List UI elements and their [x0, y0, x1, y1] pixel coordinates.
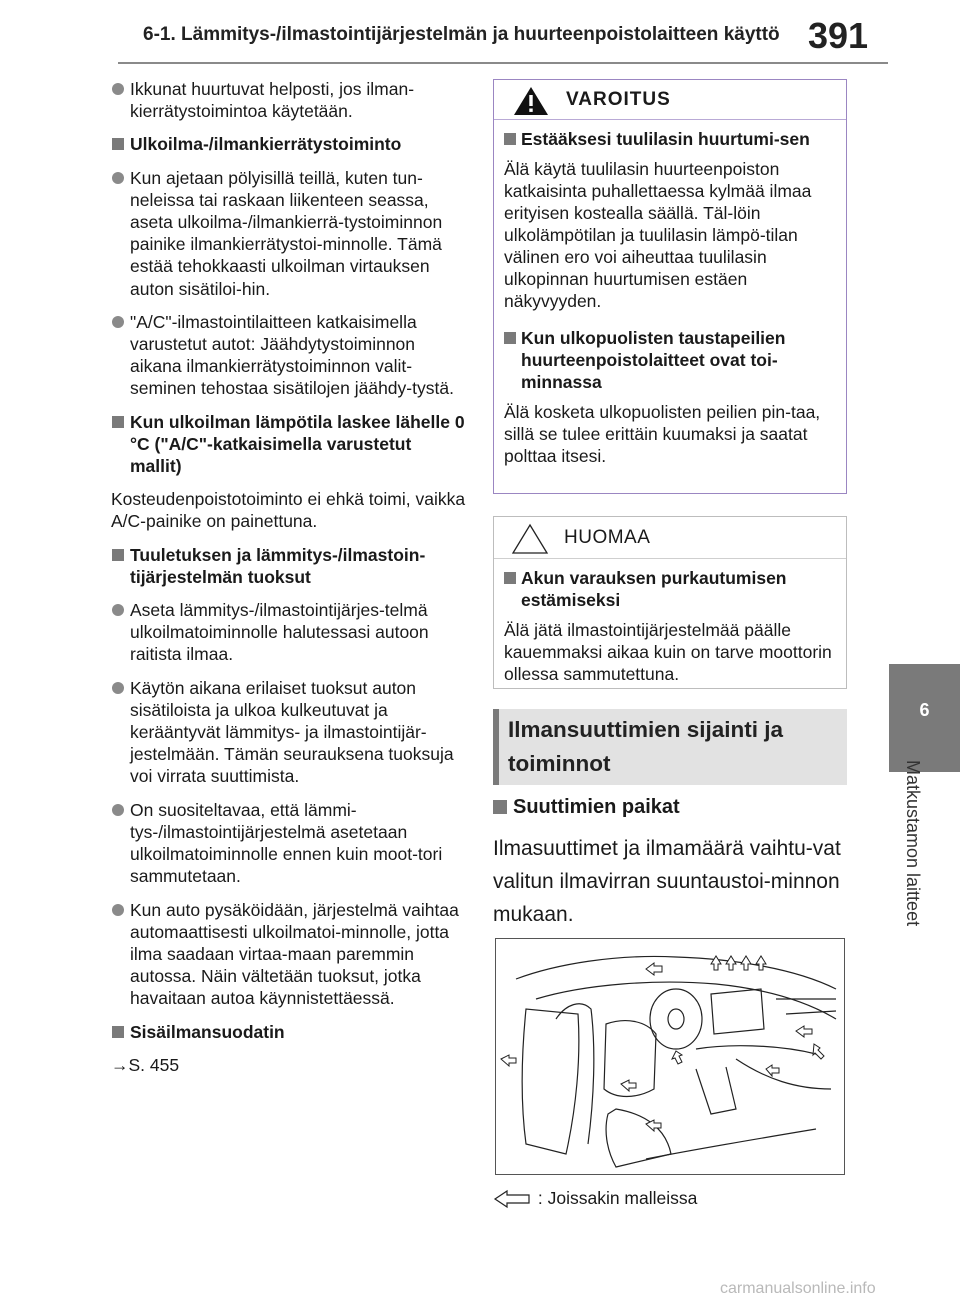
subheading: Kun ulkoilman lämpötila laskee lähelle 0 °C ("A/C"-katkaisimella varustetut mallit)	[111, 411, 466, 478]
notice-box	[493, 516, 847, 689]
notice-paragraph: Älä jätä ilmastointijärjestelmää päälle kauemmaksi aikaa kuin on tarve moottorin ollessa sammutettuna.	[504, 620, 832, 684]
list-item: Ikkunat huurtuvat helposti, jos ilman-kierrätystoimintoa käytetään.	[111, 78, 466, 122]
header-divider	[118, 62, 888, 64]
list-item: Kun auto pysäköidään, järjestelmä vaihtaa automaattisesti ulkoilmatoi-minnolle, jotta ilma saadaan virtaa-maan paremmin autossa. Näin vältetään tuoksut, jotka havaitaan autoa käynnistettäessä.	[111, 899, 466, 1010]
page-reference-link[interactable]: →S. 455	[111, 1054, 180, 1075]
subheading: Ulkoilma-/ilmankierrätystoiminto	[111, 133, 466, 155]
chapter-side-label	[897, 760, 927, 960]
figure-legend	[493, 1188, 697, 1209]
watermark: carmanualsonline.info	[720, 1280, 876, 1297]
legend-text: : Joissakin malleissa	[537, 1188, 698, 1208]
left-column	[111, 78, 466, 1076]
chapter-side-label-text: Matkustamon laitteet	[903, 760, 923, 927]
section-heading-band	[493, 709, 847, 785]
list-item: "A/C"-ilmastointilaitteen katkaisimella varustetut autot: Jäähdytystoiminnon aikana ilmankierrätystoiminnon valit-seminen tehostaa sisätilojen jäähdy-tystä.	[111, 311, 466, 400]
dashed-arrow-icon	[493, 1189, 533, 1209]
notice-label: HUOMAA	[564, 527, 651, 548]
warning-subheading: Kun ulkopuolisten taustapeilien huurteenpoistolaitteet ovat toi-minnassa	[504, 327, 836, 393]
intro-paragraph: Ilmasuuttimet ja ilmamäärä vaihtu-vat valitun ilmavirran suuntaustoi-minnon mukaan.	[493, 837, 841, 926]
subheading: Tuuletuksen ja lämmitys-/ilmastoin-tijärjestelmän tuoksut	[111, 544, 466, 588]
page-number: 391	[808, 15, 869, 56]
notice-subheading: Akun varauksen purkautumisen estämiseksi	[504, 567, 836, 611]
notice-triangle-icon	[511, 523, 549, 555]
chapter-tab[interactable]	[889, 664, 960, 772]
warning-paragraph: Älä kosketa ulkopuolisten peilien pin-taa, sillä se tulee erittäin kuumaksi ja saatat polttaa itsesi.	[504, 402, 821, 466]
warning-header	[494, 80, 846, 120]
chapter-title: 6-1. Lämmitys-/ilmastointijärjestelmän ja huurteenpoistolaitteen käyttö	[143, 24, 780, 45]
chapter-tab-number: 6	[919, 700, 930, 720]
car-interior-drawing	[496, 939, 844, 1174]
warning-label: VAROITUS	[566, 89, 671, 110]
list-item: Aseta lämmitys-/ilmastointijärjes-telmä ulkoilmatoiminnolle halutessasi autoon raitista ilmaa.	[111, 599, 466, 666]
subheading: Suuttimien paikat	[493, 796, 680, 819]
paragraph: Kosteudenpoistotoiminto ei ehkä toimi, vaikka A/C-painike on painettuna.	[111, 489, 466, 532]
warning-paragraph: Älä käytä tuulilasin huurteenpoiston katkaisinta puhallettaessa kylmää ilmaa erityisen kostealla säällä. Täl-löin ulkolämpötilan ja tuulilasin lämpö-tilan välinen ero voi aiheuttaa tuulilasin ulkopinnan huurtumisen estäen näkyvyyden.	[504, 159, 812, 311]
list-item: Kun ajetaan pölyisillä teillä, kuten tun-neleissa tai raskaan liikenteen seassa, aseta ulkoilma-/ilmankierrä-tystoiminnon painike ilmankierrätystoi-minnolle. Tämä estää tehokkaasti ulkoilman virtauksen auton sisätiloi-hin.	[111, 167, 466, 300]
list-item: Käytön aikana erilaiset tuoksut auton sisätiloista ja ulkoa kulkeutuvat ja kerääntyvät lämmitys- ja ilmastointijär-jestelmään. Tämän seurauksena tuoksuja voi virrata suuttimista.	[111, 677, 466, 788]
page-header	[0, 0, 960, 70]
warning-subheading: Estääksesi tuulilasin huurtumi-sen	[504, 128, 836, 150]
list-item: On suositeltavaa, että lämmi-tys-/ilmastointijärjestelmä asetetaan ulkoilmatoiminnolle ennen kuin moot-tori sammutetaan.	[111, 799, 466, 888]
air-vent-illustration	[495, 938, 845, 1175]
warning-box	[493, 79, 847, 494]
warning-triangle-icon	[512, 85, 550, 117]
section-title: Ilmansuuttimien sijainti ja toiminnot	[508, 717, 784, 776]
notice-header	[494, 517, 846, 559]
subheading: Sisäilmansuodatin	[111, 1021, 466, 1043]
